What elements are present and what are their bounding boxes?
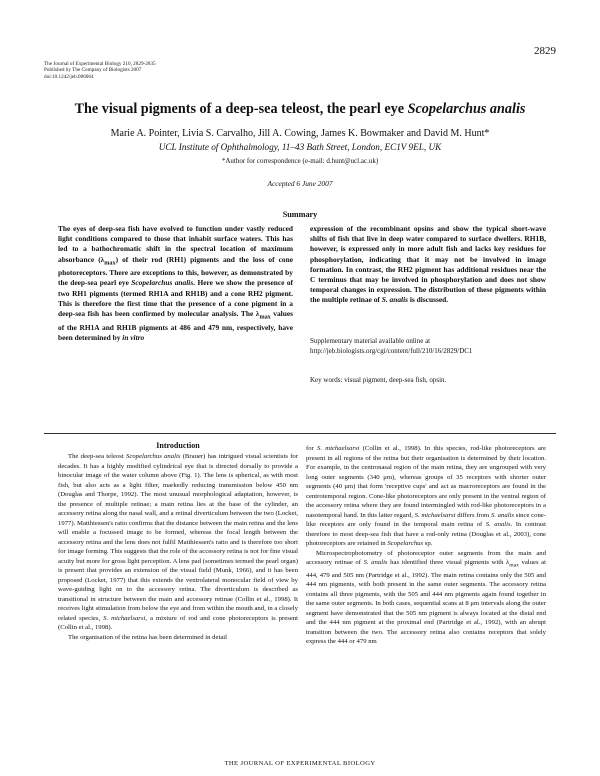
paragraph-text: , a mixture of rod and cone photoreceptors is present (Collin et al., 1998). bbox=[58, 614, 298, 631]
summary-column-left bbox=[58, 224, 293, 343]
journal-doi: doi:10.1242/jeb.006064 bbox=[44, 73, 94, 80]
section-divider bbox=[44, 433, 556, 434]
summary-text: is discussed. bbox=[408, 295, 449, 305]
paragraph-text: The deep-sea teleost bbox=[68, 453, 127, 460]
paragraph-text: for bbox=[306, 445, 318, 452]
paragraph: The organisation of the retina has been determined in detail bbox=[68, 633, 228, 641]
paragraph-text: has identified three visual pigments with λ bbox=[387, 559, 510, 566]
subscript: max bbox=[509, 562, 519, 569]
species-name: S. michaelsarsi bbox=[317, 445, 360, 452]
summary-text: The eyes of deep-sea fish have evolved to function under vastly reduced light conditions compared to those that inhabit surface waters. This has led to a bathochromatic shift in the spectral location of maximum absorbance (λ bbox=[58, 224, 293, 264]
journal-citation: The Journal of Experimental Biology 210, 2829-2835 bbox=[44, 61, 156, 67]
italic-term: in vitro bbox=[122, 332, 145, 342]
paragraph-text: . In contrast therefore to most deep-sea fish that have a rod-only retina (Douglas et al., 2003), cone photoreceptors are retained in bbox=[306, 521, 546, 547]
journal-publisher: Published by The Company of Biologists 2007 bbox=[44, 67, 142, 74]
paragraph-text: (Collin et al., 1998). In this species, rod-like photoreceptors are present in all regions of the retina but their organisation is determined by their location. For example, in the centronasal region of the main retina, they are ungrouped with very long outer segments (340 μm), whereas groups of 35 receptors with shorter outer segments (40 μm) that form 'receptive cups' and act as macroreceptors are found in the centrotemporal region. Cone-like photoreceptors are only present in the ventral region of the accessory retina where they are found intermingled with rod-like photoreceptors in a nasotemporal band. In this latter regard, bbox=[306, 445, 546, 519]
subscript: max bbox=[259, 314, 271, 321]
species-name: Scopelarchus analis bbox=[126, 453, 181, 460]
species-name: S. analis bbox=[490, 511, 515, 519]
paragraph-text: (Brauer) has intrigued visual scientists for decades. It has a highly modified cylindrical eye that is directed dorsally to provide a binocular image of the water column above (Fig. 1). The lens is spherical, as with most fish, but also acts as a light filter, markedly reducing transmission below 450 nm (Douglas and Thorpe, 1992). The most unusual morphological adaptation, however, is the presence of multiple retinae; a main retina lies at the base of the cylinder, an accessory retina along the nasal wall, and a retinal diverticulum between the two (Locket, 1977). Matthiessen's ratio confirms that the distance between the main retina and the lens will enable a focussed image to be formed, whereas the focal length between the accessory retina and the lens does not fulfil Matthiessen's ratio and is therefore too short for image forming. This suggests that the role of the accessory retina is not for fine visual acuity but more for gross light perception. A lens pad (sometimes termed the pearl organ) is present that provides an extension of the visual field (Munk, 1966), and it has been proposed (Locket, 1977) that this extends the ventrolateral monocular field of view by wave-guiding light on to the accessory retina. The diverticulum is described as transitional in structure between the main and accessory retinae (Collin et al., 1998). It receives light stimulation from below the eye and from within the mouth and, in a closely related species, bbox=[58, 453, 299, 622]
summary-text: values of the RH1A and RH1B pigments at 486 and 479 nm, respectively, have been determined by bbox=[58, 309, 293, 342]
affiliation: UCL Institute of Ophthalmology, 11–43 Bath Street, London, EC1V 9EL, UK bbox=[158, 142, 442, 152]
paragraph bbox=[306, 549, 546, 647]
accepted-date: Accepted 6 June 2007 bbox=[267, 179, 333, 188]
paragraph bbox=[306, 444, 546, 549]
author-list: Marie A. Pointer, Livia S. Carvalho, Jill A. Cowing, James K. Bowmaker and David M. Hunt* bbox=[110, 128, 490, 139]
paragraph-text: since cone-like receptors are only found in the temporal main retina of bbox=[306, 511, 547, 528]
subscript: max bbox=[104, 260, 116, 267]
paragraph-text: sp. bbox=[423, 540, 433, 547]
journal-footer: THE JOURNAL OF EXPERIMENTAL BIOLOGY bbox=[224, 760, 376, 767]
body-column-left bbox=[58, 452, 298, 642]
paragraph-text: values at 444, 479 and 505 nm (Partridge et al., 1992). The main retina contains only the 505 and 444 nm pigments, with both present in the same outer segments. The accessory retina contains all three pigments, with the 505 and 444 nm pigments again found together in the same outer segments. In both cases, sequential scans at 8 μm intervals along the outer segment have demonstrated that the 505 nm pigment is always located at the distal end and the 444 nm pigment at the proximal end (Partridge et al., 1992), with an abrupt transition between the two. The accessory retina also contains receptors that solely express the 444 or 479 nm bbox=[306, 559, 546, 646]
paragraph-text: Microspectrophotometry of photoreceptor outer segments from the main and accessory retinae of bbox=[306, 549, 546, 566]
species-name: S. michaelsarsi bbox=[414, 511, 456, 519]
summary-text: . Here we show the presence of two RH1 pigments (termed RH1A and RH1B) and a cone RH2 pigment. This is therefore the first time that the presence of a cone pigment in a deep-sea fish has been confirmed by molecular analysis. The λ bbox=[58, 278, 294, 319]
page-number: 2829 bbox=[534, 45, 556, 57]
summary-text: expression of the recombinant opsins and show the typical short-wave shifts of fish that live in deep water compared to surface dwellers. RH1B, however, is expressed only in more adult fish and lacks key residues for phosphorylation, indicating that it may not be involved in image formation. In contrast, the RH2 pigment has additional residues near the C terminus that may be involved in phosphorylation and does not show temporal changes in expression. The distribution of these pigments within the multiple retinae of bbox=[310, 224, 546, 305]
species-name: S. michaelsarsi bbox=[103, 614, 146, 622]
summary-column-right bbox=[310, 224, 546, 306]
summary-heading: Summary bbox=[282, 210, 318, 219]
species-name: S. analis bbox=[485, 521, 511, 528]
introduction-heading: Introduction bbox=[156, 441, 200, 450]
correspondence-note: *Author for correspondence (e-mail: d.hunt@ucl.ac.uk) bbox=[221, 157, 379, 165]
species-name: S. analis bbox=[381, 295, 409, 305]
paper-title bbox=[0, 101, 600, 118]
species-name: S. analis bbox=[363, 559, 388, 566]
summary-text: ) of their rod (RH1) pigments and the loss of cone photoreceptors. There are exceptions to this, however, as demonstrated by the deep-sea pearl eye bbox=[58, 254, 293, 288]
paragraph bbox=[58, 452, 298, 633]
keywords: Key words: visual pigment, deep-sea fish, opsin. bbox=[310, 376, 447, 384]
body-column-right bbox=[306, 444, 546, 647]
title-text: The visual pigments of a deep-sea teleost, the pearl eye bbox=[74, 101, 408, 117]
paragraph-text: differs from bbox=[455, 511, 491, 519]
title-species: Scopelarchus analis bbox=[407, 101, 526, 117]
journal-info bbox=[44, 61, 156, 80]
species-name: Scopelarchus analis bbox=[131, 278, 194, 288]
supplementary-note: Supplementary material available online at http://jeb.biologists.org/cgi/content/full/210/16/2829/DC1 bbox=[310, 337, 473, 356]
species-name: Scopelarchus bbox=[387, 540, 424, 547]
